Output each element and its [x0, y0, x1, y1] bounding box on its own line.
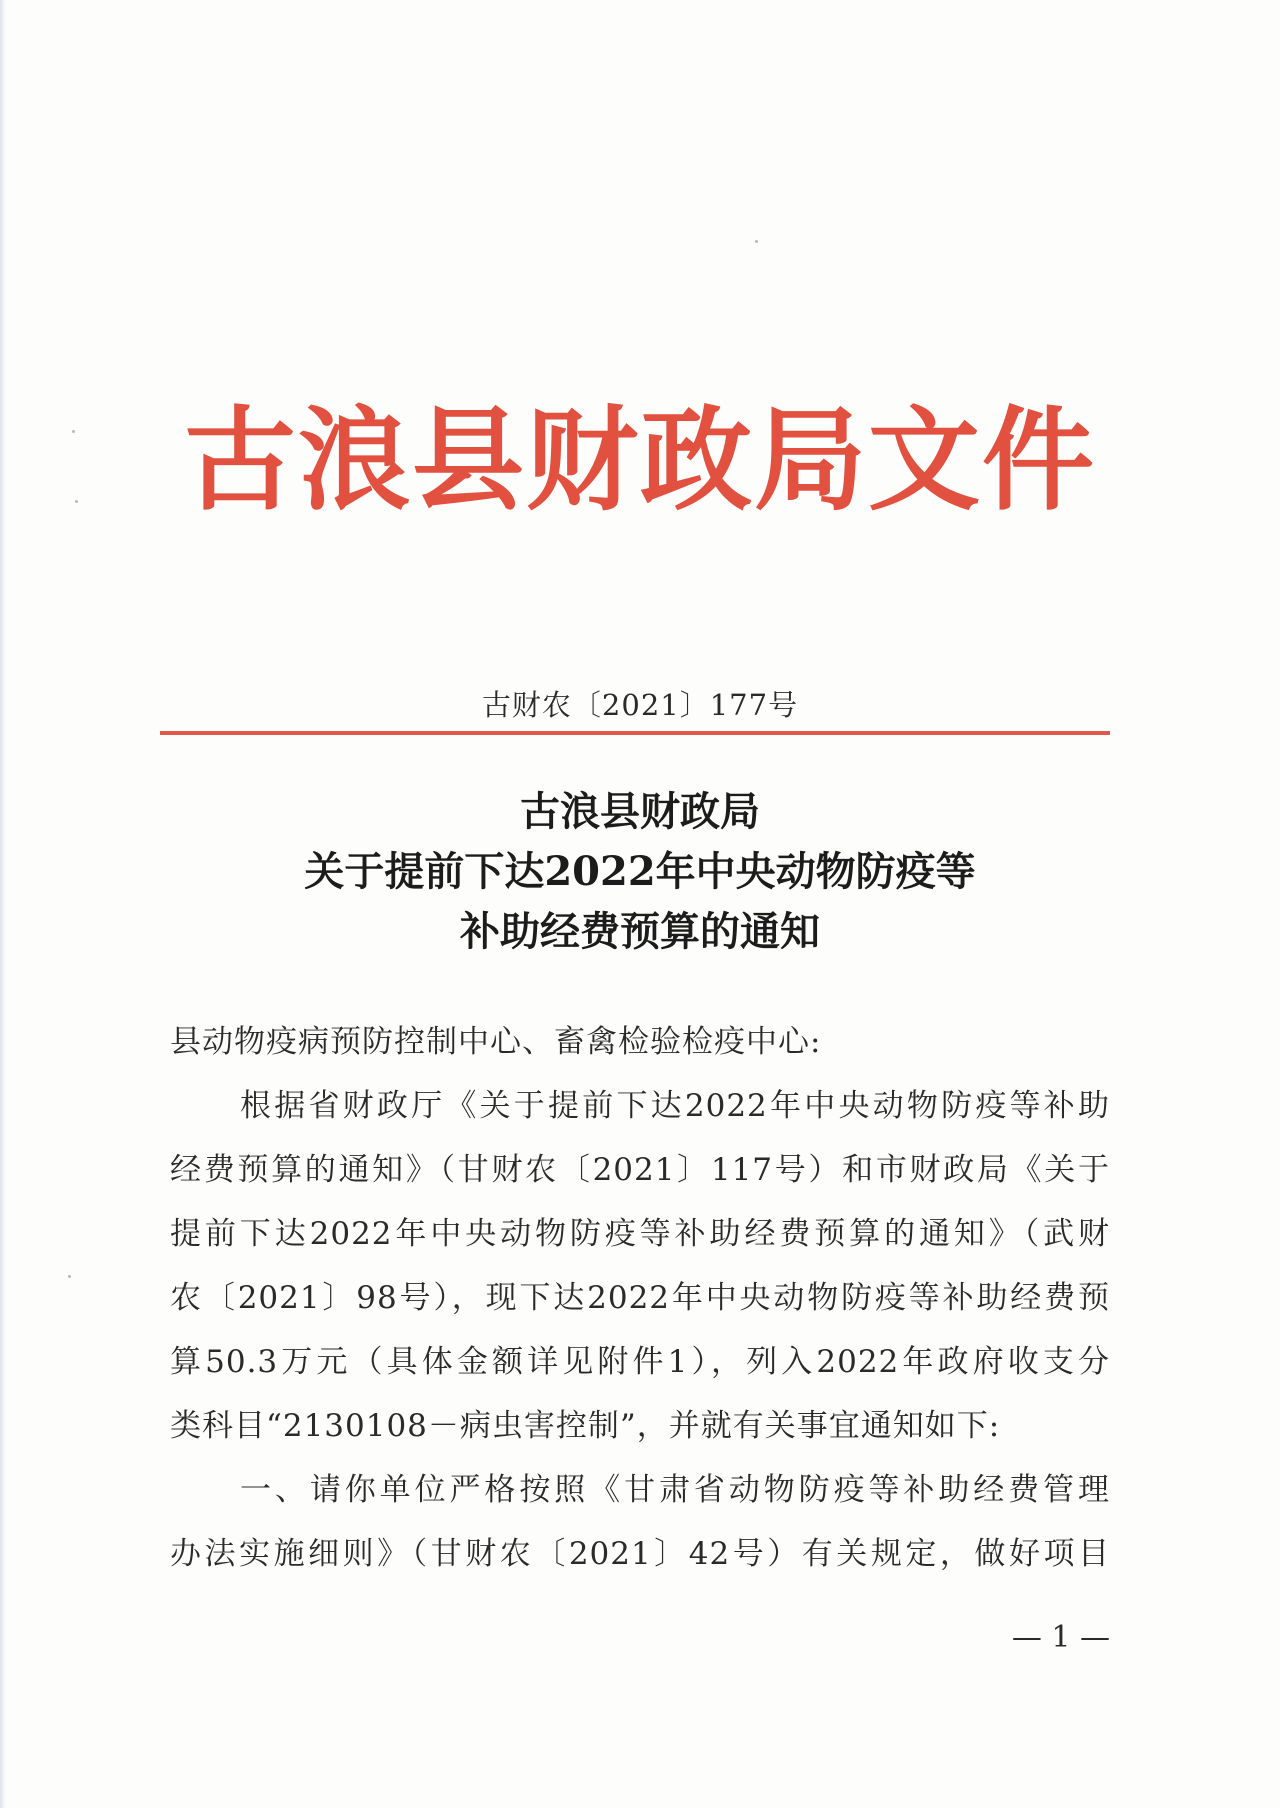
page-number: — 1 —: [1011, 1620, 1110, 1655]
page-edge-shadow: [0, 0, 6, 1808]
title-line-1: 古浪县财政局: [520, 788, 760, 835]
paragraph-2-line-2: 办法实施细则》（甘财农〔2021〕42号）有关规定，做好项目: [170, 1536, 1110, 1572]
paragraph-2-line-1: 一、请你单位严格按照《甘肃省动物防疫等补助经费管理: [240, 1472, 1110, 1508]
paragraph-1-line-5: 算50.3万元（具体金额详见附件1），列入2022年政府收支分: [170, 1344, 1110, 1380]
title-line-3: 补助经费预算的通知: [460, 908, 820, 955]
body-text: [170, 1010, 1110, 1586]
title-line-2: 关于提前下达2022年中央动物防疫等: [304, 848, 976, 895]
notice-title: [150, 782, 1130, 962]
document-number: 古财农〔2021〕177号: [481, 688, 799, 722]
paragraph-1-line-4: 农〔2021〕98号），现下达2022年中央动物防疫等补助经费预: [170, 1280, 1110, 1316]
paragraph-1-line-2: 经费预算的通知》（甘财农〔2021〕117号）和市财政局《关于: [170, 1152, 1110, 1188]
addressee-line: 县动物疫病预防控制中心、畜禽检验检疫中心:: [170, 1024, 822, 1060]
paragraph-1-line-1: 根据省财政厅《关于提前下达2022年中央动物防疫等补助: [240, 1088, 1110, 1124]
red-divider-line: [160, 731, 1110, 735]
scan-speck: [75, 500, 78, 503]
scan-speck: [68, 1275, 71, 1278]
red-header-title: 古浪县财政局文件: [184, 395, 1096, 526]
paragraph-1-line-6: 类科目“2130108－病虫害控制”，并就有关事宜通知如下:: [170, 1408, 1001, 1444]
paragraph-1-line-3: 提前下达2022年中央动物防疫等补助经费预算的通知》（武财: [170, 1216, 1110, 1252]
scan-speck: [755, 240, 758, 243]
scan-speck: [72, 430, 75, 433]
